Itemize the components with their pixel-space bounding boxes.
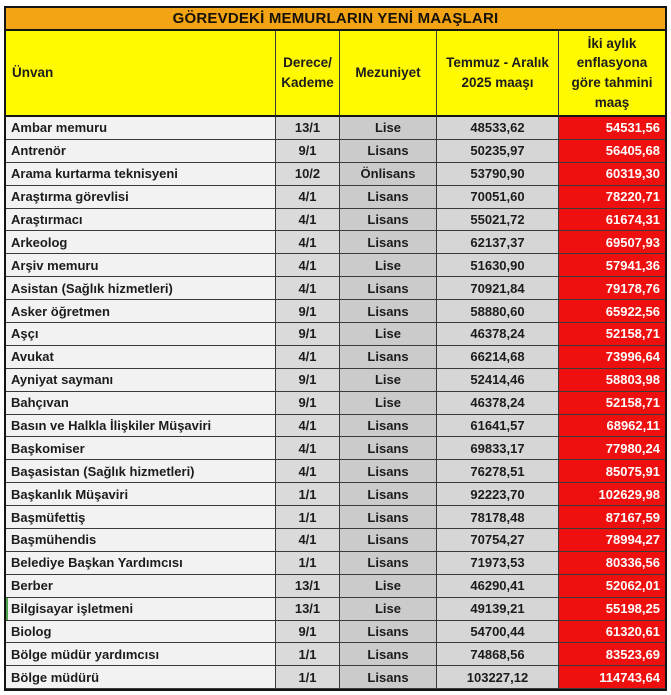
current-salary-cell: 92223,70 <box>437 483 559 506</box>
estimated-salary-cell: 80336,56 <box>559 552 665 575</box>
table-row <box>6 666 665 689</box>
table-row <box>6 323 665 346</box>
estimated-salary-cell: 85075,91 <box>559 460 665 483</box>
job-title-cell: Biolog <box>6 621 276 644</box>
education-cell: Lisans <box>340 460 437 483</box>
education-cell: Lisans <box>340 209 437 232</box>
header-estimated-salary: İki aylık enflasyona göre tahmini maaş <box>559 31 665 117</box>
current-salary-cell: 70921,84 <box>437 277 559 300</box>
job-title-cell: Berber <box>6 575 276 598</box>
grade-step-cell: 9/1 <box>276 392 340 415</box>
table-row <box>6 300 665 323</box>
table-row <box>6 621 665 644</box>
grade-step-cell: 9/1 <box>276 323 340 346</box>
estimated-salary-cell: 61320,61 <box>559 621 665 644</box>
education-cell: Lisans <box>340 529 437 552</box>
education-cell: Lisans <box>340 415 437 438</box>
estimated-salary-cell: 55198,25 <box>559 598 665 621</box>
job-title-cell: Bilgisayar işletmeni <box>6 598 276 621</box>
job-title-cell: Avukat <box>6 346 276 369</box>
current-salary-cell: 46290,41 <box>437 575 559 598</box>
education-cell: Lisans <box>340 506 437 529</box>
table-row <box>6 506 665 529</box>
job-title-cell: Basın ve Halkla İlişkiler Müşaviri <box>6 415 276 438</box>
grade-step-cell: 9/1 <box>276 369 340 392</box>
salary-table <box>4 6 667 691</box>
estimated-salary-cell: 52158,71 <box>559 392 665 415</box>
current-salary-cell: 48533,62 <box>437 117 559 140</box>
education-cell: Lise <box>340 598 437 621</box>
education-cell: Lisans <box>340 621 437 644</box>
education-cell: Lisans <box>340 666 437 689</box>
job-title-cell: Başkanlık Müşaviri <box>6 483 276 506</box>
current-salary-cell: 76278,51 <box>437 460 559 483</box>
job-title-cell: Arama kurtarma teknisyeni <box>6 163 276 186</box>
job-title-cell: Başmüfettiş <box>6 506 276 529</box>
table-row <box>6 392 665 415</box>
estimated-salary-cell: 79178,76 <box>559 277 665 300</box>
grade-step-cell: 9/1 <box>276 140 340 163</box>
estimated-salary-cell: 60319,30 <box>559 163 665 186</box>
grade-step-cell: 1/1 <box>276 552 340 575</box>
table-row <box>6 415 665 438</box>
estimated-salary-cell: 65922,56 <box>559 300 665 323</box>
grade-step-cell: 1/1 <box>276 506 340 529</box>
table-row <box>6 209 665 232</box>
table-row <box>6 529 665 552</box>
job-title-cell: Asistan (Sağlık hizmetleri) <box>6 277 276 300</box>
current-salary-cell: 61641,57 <box>437 415 559 438</box>
header-job-title: Ünvan <box>6 31 276 117</box>
grade-step-cell: 1/1 <box>276 483 340 506</box>
grade-step-cell: 9/1 <box>276 300 340 323</box>
grade-step-cell: 1/1 <box>276 643 340 666</box>
education-cell: Önlisans <box>340 163 437 186</box>
table-row <box>6 598 665 621</box>
job-title-cell: Bölge müdürü <box>6 666 276 689</box>
table-row <box>6 643 665 666</box>
header-education: Mezuniyet <box>340 31 437 117</box>
current-salary-cell: 53790,90 <box>437 163 559 186</box>
table-row <box>6 483 665 506</box>
estimated-salary-cell: 73996,64 <box>559 346 665 369</box>
table-title: GÖREVDEKİ MEMURLARIN YENİ MAAŞLARI <box>6 8 665 31</box>
job-title-cell: Ambar memuru <box>6 117 276 140</box>
grade-step-cell: 4/1 <box>276 529 340 552</box>
grade-step-cell: 4/1 <box>276 231 340 254</box>
estimated-salary-cell: 114743,64 <box>559 666 665 689</box>
grade-step-cell: 4/1 <box>276 186 340 209</box>
education-cell: Lisans <box>340 437 437 460</box>
current-salary-cell: 70754,27 <box>437 529 559 552</box>
estimated-salary-cell: 102629,98 <box>559 483 665 506</box>
table-row <box>6 231 665 254</box>
current-salary-cell: 70051,60 <box>437 186 559 209</box>
current-salary-cell: 51630,90 <box>437 254 559 277</box>
current-salary-cell: 74868,56 <box>437 643 559 666</box>
education-cell: Lisans <box>340 552 437 575</box>
job-title-cell: Araştırma görevlisi <box>6 186 276 209</box>
current-salary-cell: 52414,46 <box>437 369 559 392</box>
estimated-salary-cell: 69507,93 <box>559 231 665 254</box>
estimated-salary-cell: 77980,24 <box>559 437 665 460</box>
table-row <box>6 369 665 392</box>
estimated-salary-cell: 87167,59 <box>559 506 665 529</box>
grade-step-cell: 4/1 <box>276 346 340 369</box>
job-title-cell: Asker öğretmen <box>6 300 276 323</box>
job-title-cell: Belediye Başkan Yardımcısı <box>6 552 276 575</box>
estimated-salary-cell: 52158,71 <box>559 323 665 346</box>
job-title-cell: Aşçı <box>6 323 276 346</box>
table-header-row <box>6 31 665 117</box>
job-title-cell: Başasistan (Sağlık hizmetleri) <box>6 460 276 483</box>
job-title-cell: Arkeolog <box>6 231 276 254</box>
estimated-salary-cell: 68962,11 <box>559 415 665 438</box>
current-salary-cell: 50235,97 <box>437 140 559 163</box>
table-row <box>6 552 665 575</box>
grade-step-cell: 1/1 <box>276 666 340 689</box>
current-salary-cell: 66214,68 <box>437 346 559 369</box>
grade-step-cell: 13/1 <box>276 117 340 140</box>
current-salary-cell: 55021,72 <box>437 209 559 232</box>
table-row <box>6 254 665 277</box>
grade-step-cell: 4/1 <box>276 415 340 438</box>
table-body <box>6 117 665 689</box>
grade-step-cell: 4/1 <box>276 277 340 300</box>
header-current-salary: Temmuz - Aralık 2025 maaşı <box>437 31 559 117</box>
job-title-cell: Başkomiser <box>6 437 276 460</box>
education-cell: Lise <box>340 117 437 140</box>
grade-step-cell: 13/1 <box>276 575 340 598</box>
grade-step-cell: 4/1 <box>276 209 340 232</box>
header-grade-step: Derece/ Kademe <box>276 31 340 117</box>
job-title-cell: Bahçıvan <box>6 392 276 415</box>
education-cell: Lise <box>340 254 437 277</box>
grade-step-cell: 4/1 <box>276 437 340 460</box>
job-title-cell: Araştırmacı <box>6 209 276 232</box>
current-salary-cell: 49139,21 <box>437 598 559 621</box>
estimated-salary-cell: 52062,01 <box>559 575 665 598</box>
grade-step-cell: 13/1 <box>276 598 340 621</box>
education-cell: Lisans <box>340 483 437 506</box>
job-title-cell: Antrenör <box>6 140 276 163</box>
estimated-salary-cell: 83523,69 <box>559 643 665 666</box>
current-salary-cell: 46378,24 <box>437 392 559 415</box>
estimated-salary-cell: 78994,27 <box>559 529 665 552</box>
table-row <box>6 163 665 186</box>
current-salary-cell: 71973,53 <box>437 552 559 575</box>
estimated-salary-cell: 78220,71 <box>559 186 665 209</box>
estimated-salary-cell: 56405,68 <box>559 140 665 163</box>
education-cell: Lisans <box>340 643 437 666</box>
table-row <box>6 460 665 483</box>
job-title-cell: Arşiv memuru <box>6 254 276 277</box>
estimated-salary-cell: 61674,31 <box>559 209 665 232</box>
grade-step-cell: 4/1 <box>276 460 340 483</box>
job-title-cell: Bölge müdür yardımcısı <box>6 643 276 666</box>
current-salary-cell: 62137,37 <box>437 231 559 254</box>
estimated-salary-cell: 58803,98 <box>559 369 665 392</box>
table-row <box>6 437 665 460</box>
table-row <box>6 277 665 300</box>
job-title-cell: Ayniyat saymanı <box>6 369 276 392</box>
education-cell: Lise <box>340 575 437 598</box>
education-cell: Lisans <box>340 186 437 209</box>
job-title-cell: Başmühendis <box>6 529 276 552</box>
current-salary-cell: 54700,44 <box>437 621 559 644</box>
education-cell: Lisans <box>340 277 437 300</box>
estimated-salary-cell: 57941,36 <box>559 254 665 277</box>
current-salary-cell: 103227,12 <box>437 666 559 689</box>
education-cell: Lise <box>340 369 437 392</box>
education-cell: Lisans <box>340 346 437 369</box>
education-cell: Lisans <box>340 300 437 323</box>
current-salary-cell: 78178,48 <box>437 506 559 529</box>
current-salary-cell: 58880,60 <box>437 300 559 323</box>
education-cell: Lise <box>340 392 437 415</box>
estimated-salary-cell: 54531,56 <box>559 117 665 140</box>
current-salary-cell: 69833,17 <box>437 437 559 460</box>
table-row <box>6 346 665 369</box>
current-salary-cell: 46378,24 <box>437 323 559 346</box>
grade-step-cell: 4/1 <box>276 254 340 277</box>
table-row <box>6 140 665 163</box>
education-cell: Lisans <box>340 231 437 254</box>
education-cell: Lise <box>340 323 437 346</box>
table-row <box>6 117 665 140</box>
grade-step-cell: 9/1 <box>276 621 340 644</box>
grade-step-cell: 10/2 <box>276 163 340 186</box>
table-row <box>6 186 665 209</box>
table-row <box>6 575 665 598</box>
education-cell: Lisans <box>340 140 437 163</box>
